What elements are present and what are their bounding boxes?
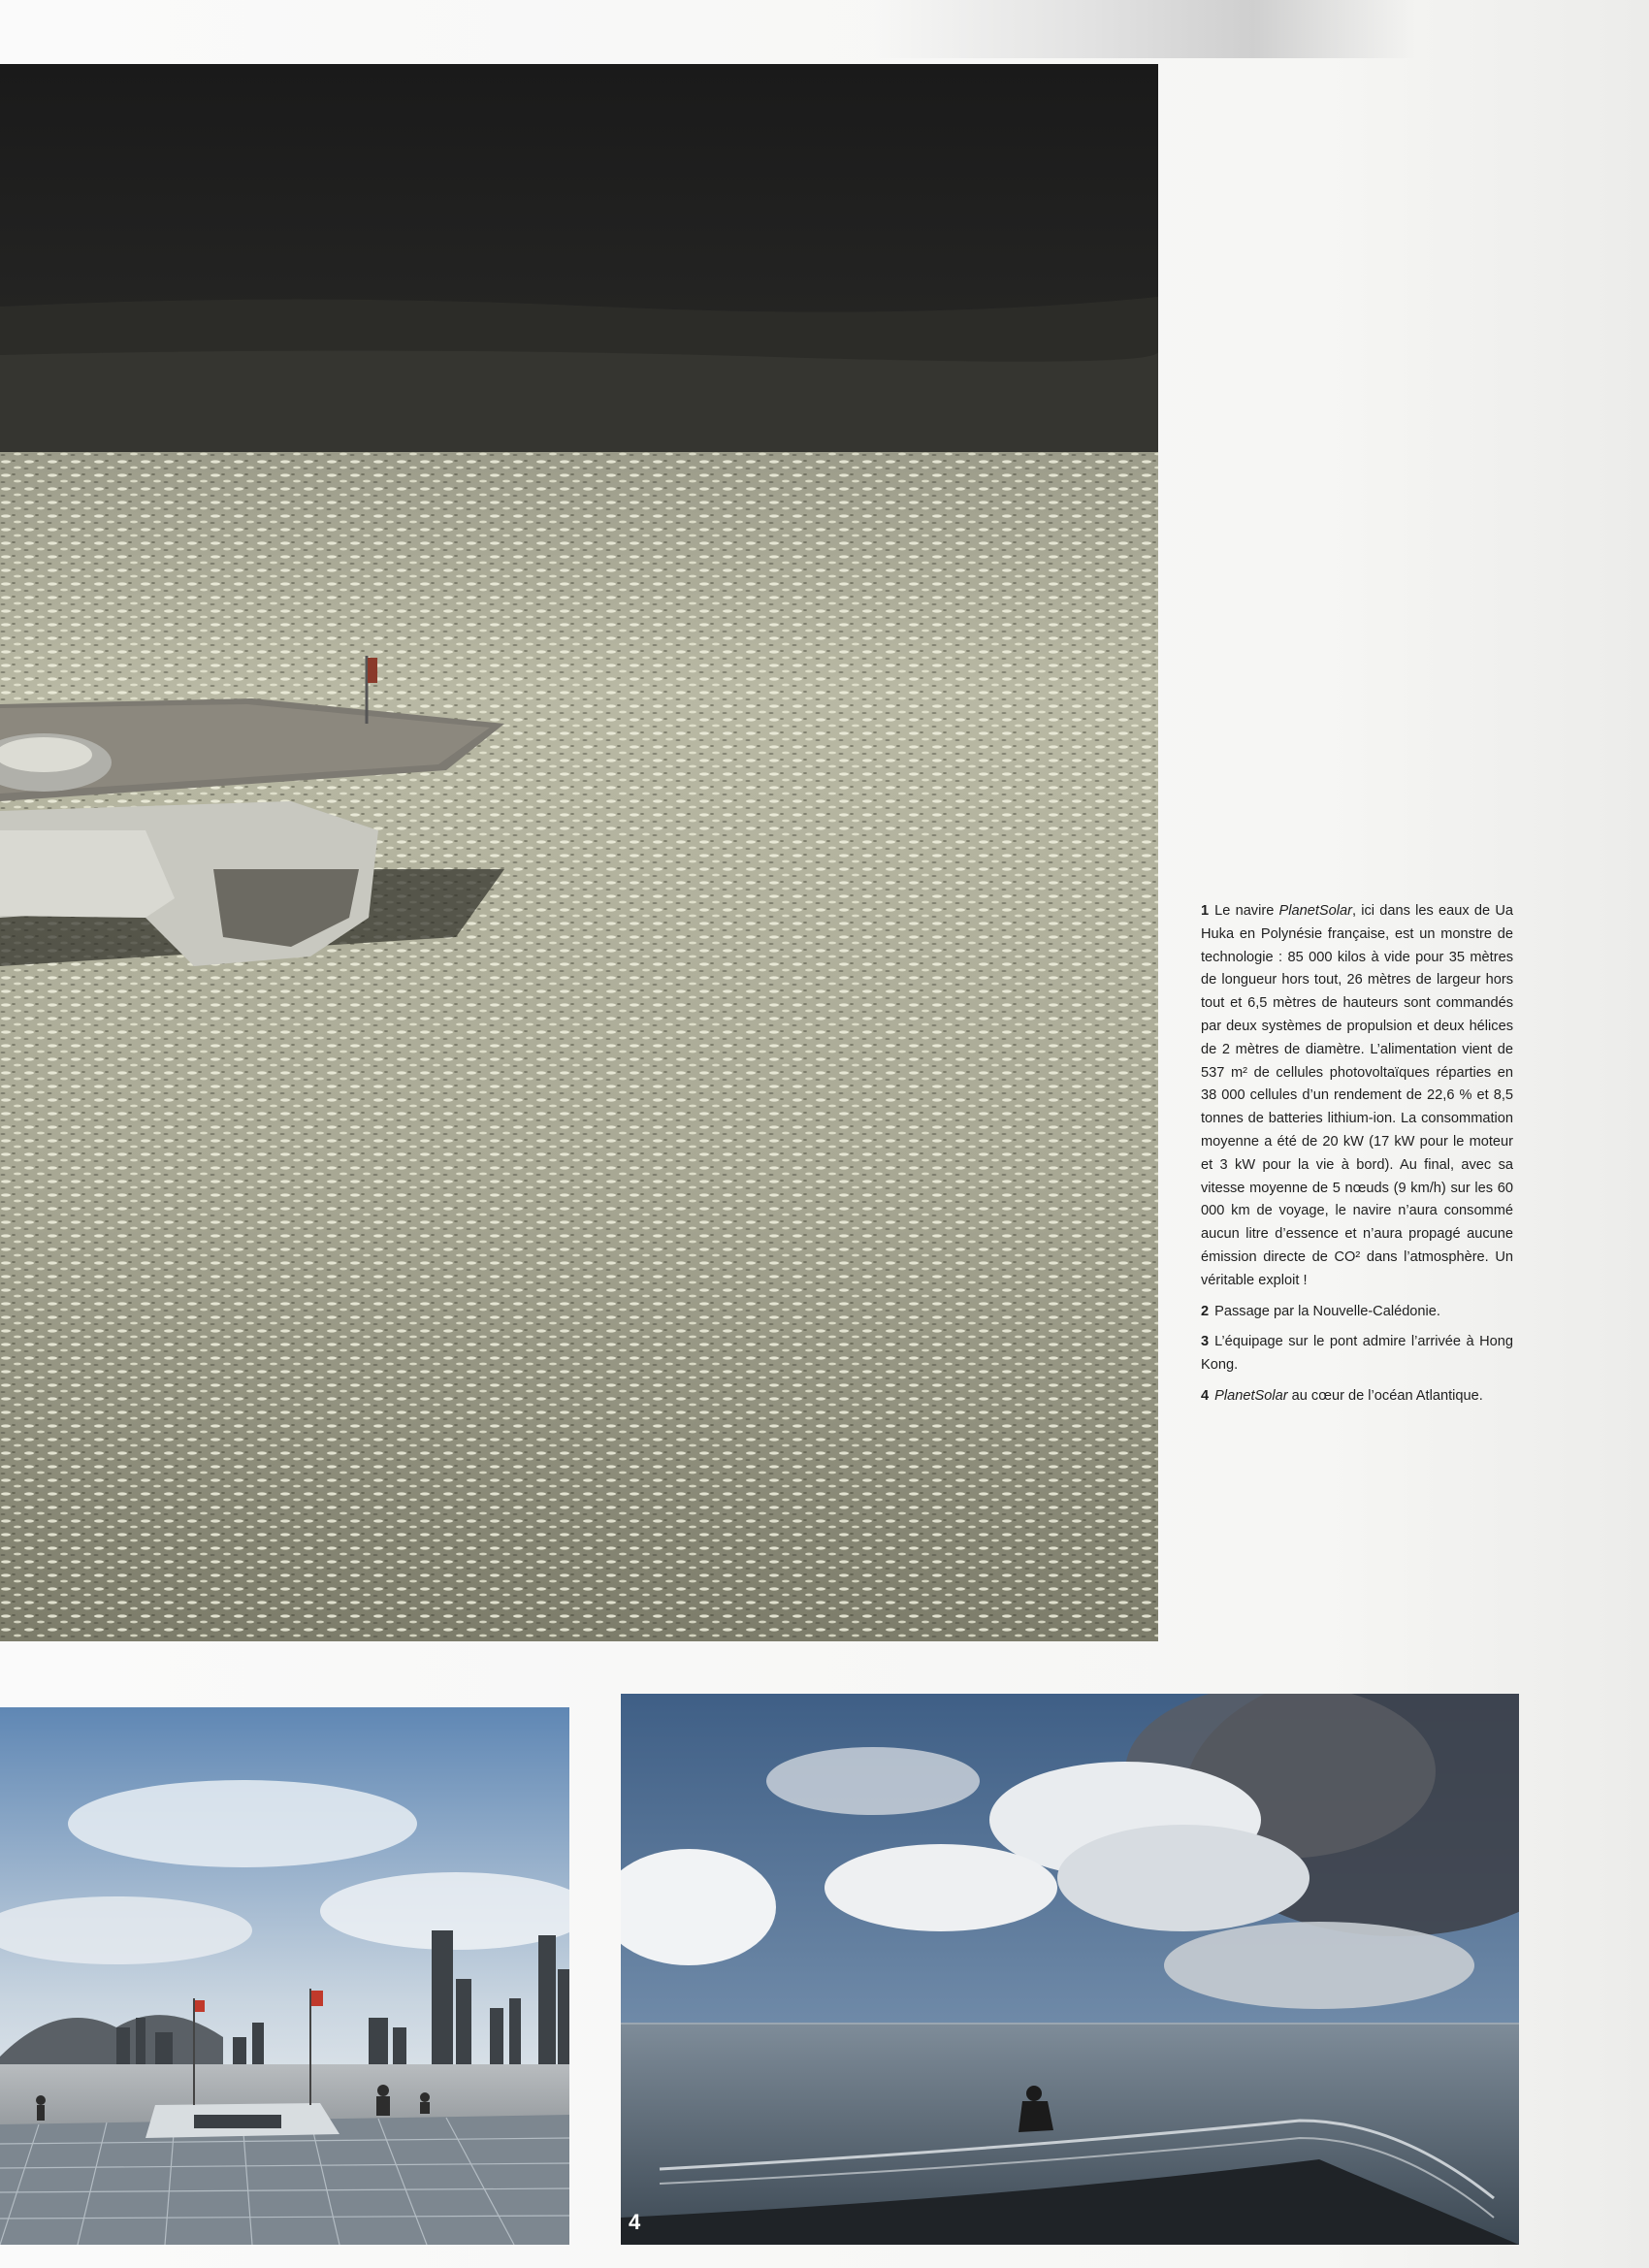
atlantic-illustration bbox=[621, 1694, 1519, 2245]
caption-4-number: 4 bbox=[1201, 1387, 1210, 1404]
photo-captions bbox=[1201, 900, 1513, 1416]
caption-1 bbox=[1201, 900, 1513, 1293]
caption-4 bbox=[1201, 1385, 1513, 1409]
hong-kong-illustration bbox=[0, 1707, 569, 2245]
caption-1-text: , ici dans les eaux de Ua Huka en Polynésie française, est un monstre de technologie : 85 000 kilos à vide pour 35 mètres de longueur hors tout, 26 mètres de largeur hors tout et 6,5 mètres de hauteurs sont commandés par deux systèmes de propulsion et deux hélices de 2 mètres de diamètre. L’alimentation vient de 537 m² de cellules photovoltaïques réparties en 38 000 cellules d’un rendement de 22,6 % et 8,5 tonnes de batteries lithium-ion. La consommation moyenne a été de 20 kW (17 kW pour le moteur et 3 kW pour la vie à bord). Au final, avec sa vitesse moyenne de 5 nœuds (9 km/h) sur les 60 000 km de voyage, le navire n’aura consommé aucun litre d’essence et n’aura propagé aucune émission directe de CO² dans l’atmosphère. Un véritable exploit ! bbox=[1201, 903, 1513, 1288]
caption-1-vessel: PlanetSolar bbox=[1278, 903, 1352, 919]
caption-2 bbox=[1201, 1301, 1513, 1324]
photo-number-label: 4 bbox=[629, 2210, 641, 2234]
caption-2-text: Passage par la Nouvelle-Calédonie. bbox=[1214, 1303, 1440, 1319]
caption-4-vessel: PlanetSolar bbox=[1214, 1387, 1288, 1404]
page-gloss bbox=[873, 0, 1416, 58]
caption-3-text: L’équipage sur le pont admire l’arrivée à Hong Kong. bbox=[1201, 1334, 1513, 1374]
caption-3 bbox=[1201, 1331, 1513, 1377]
photo-atlantic-ocean bbox=[621, 1694, 1519, 2245]
photo-hong-kong-arrival bbox=[0, 1707, 569, 2245]
caption-4-text: au cœur de l’océan Atlantique. bbox=[1287, 1387, 1483, 1404]
caption-1-number: 1 bbox=[1201, 903, 1210, 919]
caption-2-number: 2 bbox=[1201, 1303, 1210, 1319]
caption-1-lead: Le navire bbox=[1214, 903, 1275, 919]
main-photo-planetsolar-ua-huka bbox=[0, 64, 1158, 1641]
main-photo-illustration bbox=[0, 64, 1158, 1641]
caption-3-number: 3 bbox=[1201, 1334, 1210, 1350]
